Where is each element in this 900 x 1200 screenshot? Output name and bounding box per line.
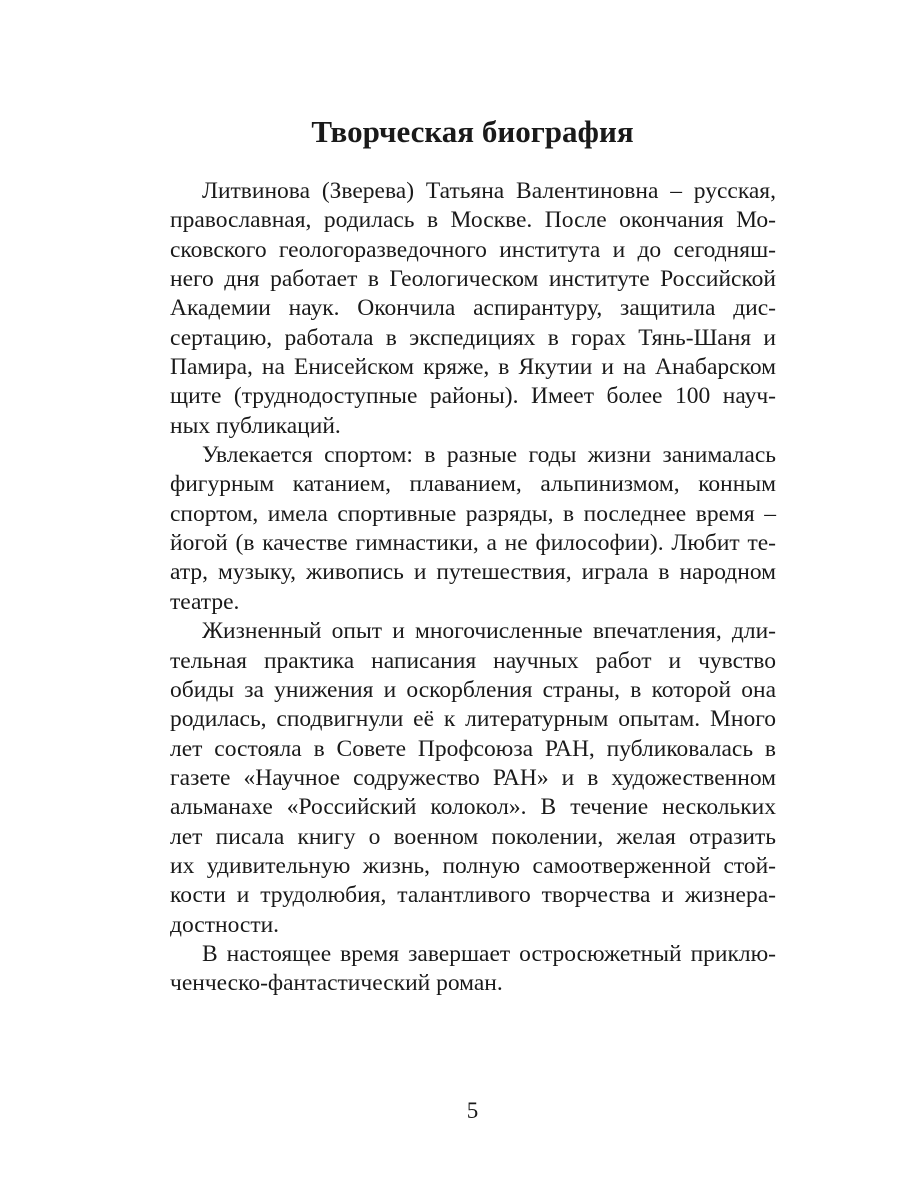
text-line: ных публикаций. [170, 412, 341, 439]
paragraph-4 [170, 940, 776, 999]
text-line: Увлекается спортом: в разные годы жизни занималась [202, 442, 776, 469]
text-line: кости и трудолюбия, талантливого творчества и жизнера- [170, 882, 776, 909]
paragraph-1 [170, 177, 776, 441]
paragraph-3 [170, 617, 776, 940]
text-line: Литвинова (Зверева) Татьяна Валентиновна – русская, [202, 178, 776, 204]
text-line: достности. [170, 911, 280, 938]
paragraph-2 [170, 441, 776, 617]
text-line: спортом, имела спортивные разряды, в последнее время – [170, 500, 776, 527]
text-line: щите (труднодоступные районы). Имеет более 100 науч- [170, 383, 776, 410]
text-line: В настоящее время завершает остросюжетный приклю- [202, 940, 776, 967]
page-number: 5 [466, 1098, 479, 1123]
text-line: лет состояла в Совете Профсоюза РАН, публиковалась в [170, 735, 776, 762]
body-text [170, 177, 776, 999]
page-title: Творческая биография [311, 114, 634, 149]
text-line: православная, родилась в Москве. После окончания Мо- [170, 207, 776, 234]
text-line: Академии наук. Окончила аспирантуру, защитила дис- [170, 295, 776, 322]
text-line: ченческо-фантастический роман. [170, 970, 503, 997]
text-line: газете «Научное содружество РАН» и в художественном [170, 764, 776, 791]
text-line: лет писала книгу о военном поколении, желая отразить [170, 823, 776, 850]
text-line: тельная практика написания научных работ и чувство [170, 647, 776, 674]
text-line: него дня работает в Геологическом институте Российской [170, 266, 776, 293]
text-line: их удивительную жизнь, полную самоотверженной стой- [170, 852, 776, 879]
text-line: родилась, сподвигнули её к литературным опытам. Много [170, 706, 776, 733]
text-line: сковского геологоразведочного института и до сегодняш- [170, 236, 776, 263]
text-line: Памира, на Енисейском кряже, в Якутии и на Анабарском [170, 354, 776, 381]
text-line: обиды за унижения и оскорбления страны, в которой она [170, 676, 776, 703]
text-line: фигурным катанием, плаванием, альпинизмом, конным [170, 471, 776, 498]
text-line: сертацию, работала в экспедициях в горах Тянь-Шаня и [170, 324, 776, 351]
text-line: йогой (в качестве гимнастики, а не философии). Любит те- [170, 530, 776, 557]
text-line: Жизненный опыт и многочисленные впечатления, дли- [202, 618, 776, 645]
text-line: театре. [170, 588, 240, 615]
text-line: альманахе «Российский колокол». В течение нескольких [170, 794, 776, 821]
text-line: атр, музыку, живопись и путешествия, играла в народном [170, 559, 776, 586]
